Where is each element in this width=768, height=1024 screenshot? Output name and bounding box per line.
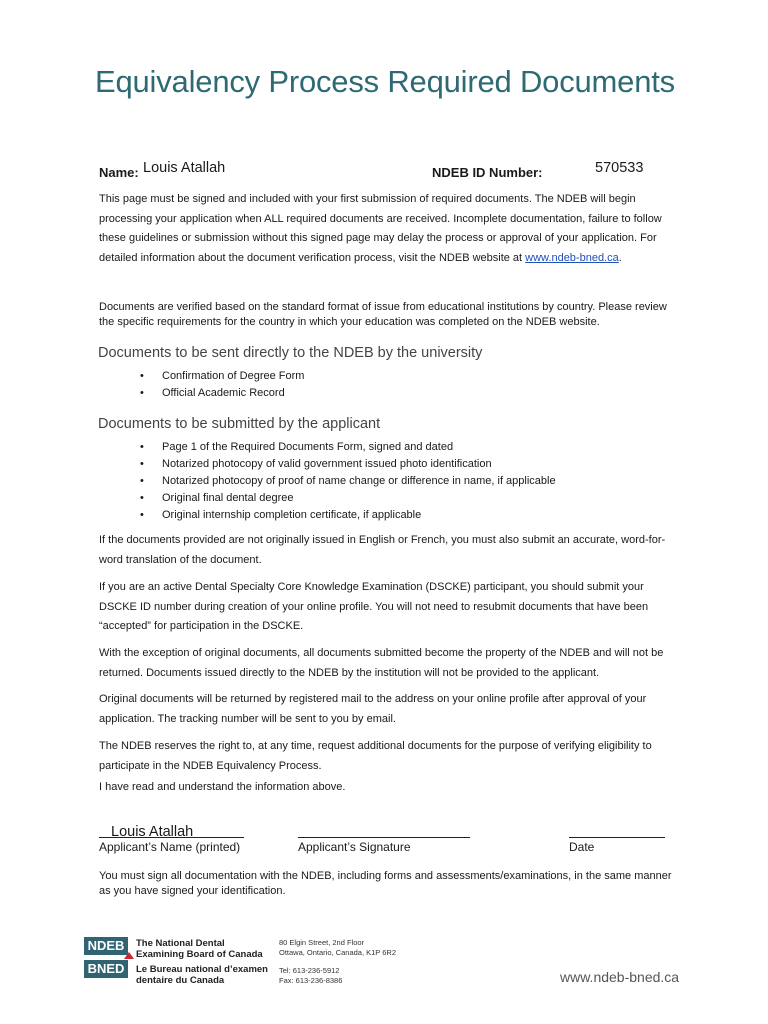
intro-end: .: [618, 251, 622, 264]
list-item: • Page 1 of the Required Documents Form, signed and dated: [99, 439, 679, 456]
maple-leaf-icon: [124, 952, 134, 959]
applicant-documents-list: [99, 439, 679, 524]
verification-paragraph: Documents are verified based on the standard format of issue from educational institutions by country. Please review the specific requirements for the country in which your education was completed on the NDEB website.: [99, 301, 667, 328]
dscke-paragraph: If you are an active Dental Specialty Core Knowledge Examination (DSCKE) participant, you should submit your DSCKE ID number during creation of your online profile. You will not need to resubmit documents that have been “accepted” for participation in the DSCKE.: [99, 581, 649, 633]
university-section-heading: Documents to be sent directly to the NDEB by the university: [98, 345, 483, 361]
reserves-paragraph: The NDEB reserves the right to, at any time, request additional documents for the purpose of verifying eligibility to participate in the NDEB Equivalency Process.: [99, 740, 652, 772]
signature-line: [298, 837, 470, 838]
list-item: • Original final dental degree: [99, 490, 679, 507]
contact-block: [279, 938, 396, 986]
returned-paragraph: Original documents will be returned by registered mail to the address on your online profile after approval of your application. The tracking number will be sent to you by email.: [99, 693, 647, 725]
list-item: • Official Academic Record: [99, 385, 679, 402]
printed-name-line: [99, 837, 244, 838]
list-item: • Original internship completion certificate, if applicable: [99, 507, 679, 524]
telephone: Tel: 613-236-5912: [279, 966, 340, 975]
org-name-fr-1: Le Bureau national d’examen: [136, 964, 268, 975]
ndeb-logo: [84, 937, 128, 978]
translation-paragraph: If the documents provided are not originally issued in English or French, you must also submit an accurate, word-for-word translation of the document.: [99, 534, 666, 566]
ndeb-id-label: NDEB ID Number:: [432, 165, 543, 180]
address-line-2: Ottawa, Ontario, Canada, K1P 6R2: [279, 948, 397, 957]
university-documents-list: [99, 368, 679, 402]
list-item: • Confirmation of Degree Form: [99, 368, 679, 385]
signing-note: You must sign all documentation with the NDEB, including forms and assessments/examinations, in the same manner as you have signed your identification.: [99, 870, 672, 897]
date-line: [569, 837, 665, 838]
intro-paragraph: [99, 190, 679, 268]
org-name-block: [136, 938, 268, 986]
logo-bned-mark: BNED: [84, 960, 128, 978]
address-line-1: 80 Elgin Street, 2nd Floor: [279, 938, 365, 947]
logo-ndeb-mark: NDEB: [84, 937, 128, 955]
exception-paragraph: With the exception of original documents, all documents submitted become the property of the NDEB and will not be returned. Documents issued directly to the NDEB by the institution will not be provided to the applicant.: [99, 647, 664, 679]
ndeb-id-value: 570533: [595, 160, 644, 176]
applicant-section-heading: Documents to be submitted by the applicant: [98, 416, 381, 432]
footer-website: www.ndeb-bned.ca: [560, 969, 680, 985]
list-item: • Notarized photocopy of proof of name change or difference in name, if applicable: [99, 473, 679, 490]
page-title: Equivalency Process Required Documents: [95, 64, 675, 99]
name-value: Louis Atallah: [143, 160, 226, 176]
acknowledgement-text: I have read and understand the information above.: [99, 781, 346, 793]
fax: Fax: 613-236-8386: [279, 976, 343, 985]
org-name-en-2: Examining Board of Canada: [136, 949, 263, 960]
date-caption: Date: [569, 840, 595, 854]
intro-text: This page must be signed and included with your first submission of required documents. The NDEB will begin processing your application when ALL required documents are received. Incomplete documentation, failure to follow these guidelines or submission without this signed page may delay the process or approval of your application. For detailed information about the document verification process, visit the NDEB website at: [99, 193, 662, 264]
signature-caption: Applicant’s Signature: [298, 840, 411, 854]
list-item: • Notarized photocopy of valid government issued photo identification: [99, 456, 679, 473]
org-name-fr-2: dentaire du Canada: [136, 975, 225, 986]
printed-name-value: Louis Atallah: [111, 824, 194, 840]
ndeb-website-link[interactable]: www.ndeb-bned.ca: [525, 251, 619, 264]
org-name-en-1: The National Dental: [136, 938, 225, 949]
name-label: Name:: [99, 165, 139, 180]
printed-name-caption: Applicant’s Name (printed): [99, 840, 241, 854]
